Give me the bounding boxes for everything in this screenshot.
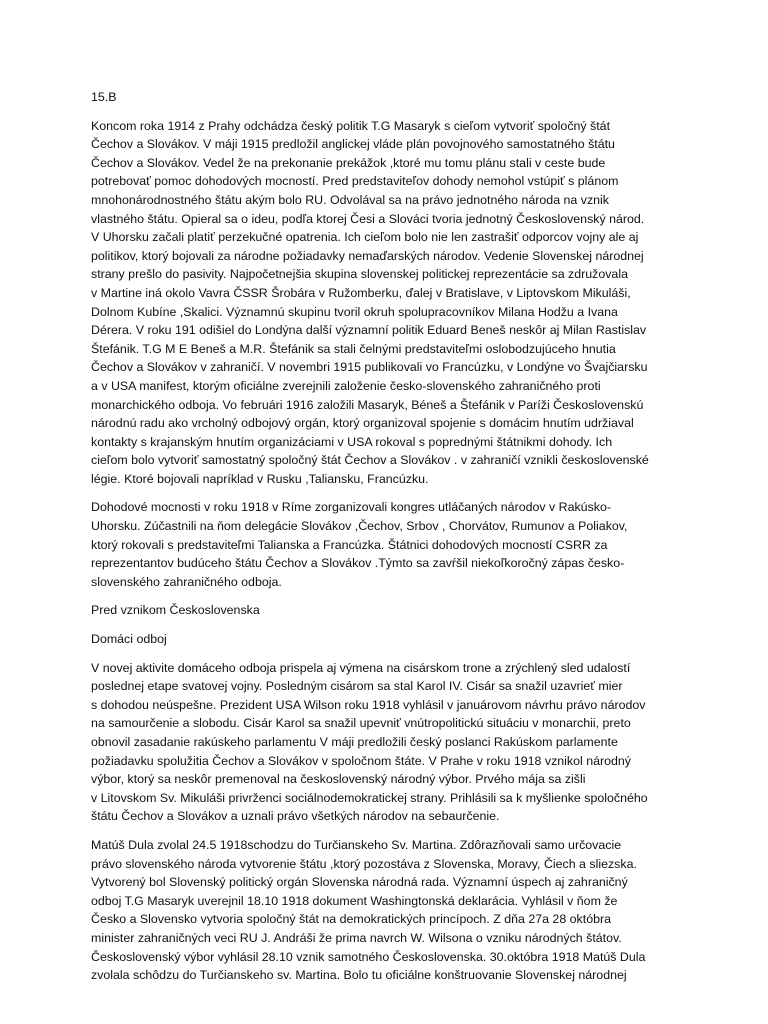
paragraph xyxy=(91,601,691,620)
text-line: Vytvorený bol Slovenský politický orgán Slovenska národná rada. Významní úspech aj zahraničný xyxy=(91,875,628,890)
text-line: poslednej etape svatovej vojny. Posledným cisárom sa stal Karol IV. Cisár sa snažil uzavrieť mier xyxy=(91,679,623,694)
text-line: v Litovskom Sv. Mikuláši privrženci sociálnodemokratickej strany. Prihlásili sa k myšlienke spoločného xyxy=(91,790,648,805)
text-line: s dohodou neúspešne. Prezident USA Wilson roku 1918 vyhlásil v januárovom návrhu právo národov xyxy=(91,697,646,712)
text-line: a v USA manifest, ktorým oficiálne zverejnili založenie česko-slovenského zahraničného proti xyxy=(91,378,601,393)
text-line: štátu Čechov a Slovákov a uznali právo všetkých národov na sebaurčenie. xyxy=(91,809,500,824)
text-line: Česko a Slovensko vytvoria spoločný štát na demokratických princípoch. Z dňa 27a 28 októbra xyxy=(91,912,611,927)
text-line: mnohonárodnostného štátu akým bolo RU. Odvolával sa na právo jednotného národa na vznik xyxy=(91,192,609,207)
text-line: légie. Ktoré bojovali napríklad v Rusku ,Taliansku, Francúzku. xyxy=(91,471,429,486)
text-line: kontakty s krajanským hnutím organizáciami v USA rokoval s poprednými štátnikmi dohody. Ich xyxy=(91,434,613,449)
text-line: V novej aktivite domáceho odboja prispela aj výmena na cisárskom trone a zrýchlený sled udalostí xyxy=(91,660,631,675)
text-line: Dérera. V roku 191 odišiel do Londýna další významní politik Eduard Beneš neskôr aj Milan Rastislav xyxy=(91,323,647,338)
text-line: politikov, ktorý bojovali za národne požiadavky nemaďarských národov. Vedenie Slovenskej národnej xyxy=(91,248,644,263)
text-line: slovenského zahraničného odboja. xyxy=(91,574,282,589)
text-line: Domáci odboj xyxy=(91,632,167,647)
text-line: ktorý rokovali s predstaviteľmi Talianska a Francúzka. Štátnici dohodových mocností CSRR za xyxy=(91,537,608,552)
text-line: Čechov a Slovákov v zahraničí. V novembri 1915 publikovali vo Francúzku, v Londýne vo Švajčiarsku xyxy=(91,360,648,375)
text-line: Pred vznikom Československa xyxy=(91,603,260,618)
text-line: Československý výbor vyhlásil 28.10 vznik samotného Československa. 30.októbra 1918 Matúš Dula xyxy=(91,949,646,964)
paragraph xyxy=(91,630,691,649)
text-line: Koncom roka 1914 z Prahy odchádza český politik T.G Masaryk s cieľom vytvoriť spoločný štát xyxy=(91,118,611,133)
text-line: na samourčenie a slobodu. Cisár Karol sa snažil upevniť vnútropolitickú situáciu v monarchii, preto xyxy=(91,716,631,731)
text-line: výbor, ktorý sa neskôr premenoval na československý národný výbor. Prvého mája sa zišli xyxy=(91,772,586,787)
text-line: Čechov a Slovákov. V máji 1915 predložil anglickej vláde plán povojnového samostatného štátu xyxy=(91,137,615,152)
paragraph xyxy=(91,836,691,985)
text-line: strany prešlo do pasivity. Najpočetnejšia skupina slovenskej politickej reprezentácie sa združovala xyxy=(91,267,628,282)
text-line: Čechov a Slovákov. Vedel že na prekonanie prekážok ,ktoré mu tomu plánu stali v ceste bude xyxy=(91,155,606,170)
text-line: reprezentantov budúceho štátu Čechov a Slovákov .Týmto sa zavŕšil niekoľkoročný zápas česko- xyxy=(91,556,625,571)
document-heading: 15.B xyxy=(91,90,117,104)
text-line: V Uhorsku začali platiť perzekučné opatrenia. Ich cieľom bolo nie len zastrašiť odporcov vojny ale aj xyxy=(91,230,639,245)
paragraph-list xyxy=(91,117,691,985)
text-line: Dolnom Kubíne ,Skalici. Významnú skupinu tvoril okruh spolupracovníkov Milana Hodžu a Ivana xyxy=(91,304,618,319)
text-line: Matúš Dula zvolal 24.5 1918schodzu do Turčianskeho Sv. Martina. Zdôrazňovali samo určovacie xyxy=(91,837,622,852)
text-line: vlastného štátu. Opieral sa o ideu, podľa ktorej Česi a Slováci tvoria jednotný Československý národ. xyxy=(91,211,645,226)
text-line: potrebovať pomoc dohodových mocností. Pred predstaviteľov dohody nemohol vstúpiť s plánom xyxy=(91,174,619,189)
text-line: odboj T.G Masaryk uverejnil 18.10 1918 dokument Washingtonská deklarácia. Vyhlásil v ňom že xyxy=(91,893,618,908)
text-line: minister zahraničných veci RU J. Andráši že prima navrch W. Wilsona o vzniku národných štátov. xyxy=(91,930,622,945)
text-line: národnú radu ako vrcholný odbojový orgán, ktorý organizoval spojenie s domácim hnutím udržiaval xyxy=(91,416,634,431)
text-line: požiadavku spolužitia Čechov a Slovákov v spoločnom štáte. V Prahe v roku 1918 vznikol národný xyxy=(91,753,631,768)
text-line: cieľom bolo vytvoriť samostatný spoločný štát Čechov a Slovákov . v zahraničí vznikli československé xyxy=(91,453,649,468)
paragraph xyxy=(91,659,691,826)
text-line: Štefánik. T.G M E Beneš a M.R. Štefánik sa stali čelnými predstaviteľmi oslobodzujúceho hnutia xyxy=(91,341,616,356)
document-body xyxy=(91,88,691,995)
text-line: monarchického odboja. Vo februári 1916 založili Masaryk, Béneš a Štefánik v Paríži Československú xyxy=(91,397,644,412)
text-line: v Martine iná okolo Vavra ČSSR Šrobára v Ružomberku, ďalej v Bratislave, v Liptovskom Mikuláši, xyxy=(91,285,631,300)
paragraph xyxy=(91,117,691,489)
text-line: obnovil zasadanie rakúskeho parlamentu V máji predložili český poslanci Rakúskom parlamente xyxy=(91,735,618,749)
text-line: zvolala schôdzu do Turčianskeho sv. Martina. Bolo tu oficiálne konštruovanie Slovenskej národnej xyxy=(91,968,627,983)
text-line: právo slovenského národa vytvorenie štátu ,ktorý pozostáva z Slovenska, Moravy, Čiech a sliezska. xyxy=(91,856,637,871)
text-line: Uhorsku. Zúčastnili na ňom delegácie Slovákov ,Čechov, Srbov , Chorvátov, Rumunov a Poliakov, xyxy=(91,519,628,534)
text-line: Dohodové mocnosti v roku 1918 v Ríme zorganizovali kongres utláčaných národov v Rakúsko- xyxy=(91,500,611,515)
paragraph xyxy=(91,498,691,591)
